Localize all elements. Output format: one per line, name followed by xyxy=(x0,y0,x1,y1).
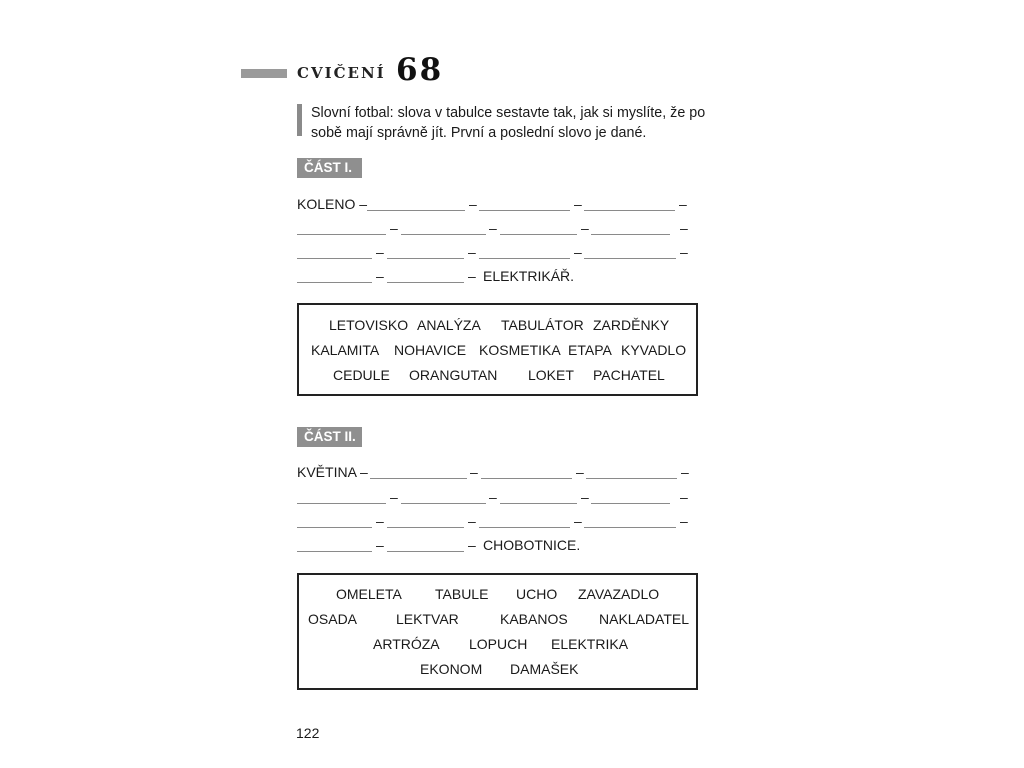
part-1-last-word: ELEKTRIKÁŘ. xyxy=(483,268,575,284)
part-2-dash: – xyxy=(680,513,688,529)
part-2-blank-3[interactable] xyxy=(586,478,677,479)
part-2-blank-4[interactable] xyxy=(297,503,386,504)
word-chip[interactable]: OMELETA xyxy=(336,586,402,602)
part-2-dash: – xyxy=(470,464,478,480)
instructions-line-2: sobě mají správně jít. První a poslední slovo je dané. xyxy=(311,125,647,141)
header-decor-bar xyxy=(241,69,287,78)
instructions-decor-bar xyxy=(297,104,302,136)
part-1-dash: – xyxy=(680,220,688,236)
part-1-blank-11[interactable] xyxy=(584,258,676,259)
part-2-dash: – xyxy=(390,489,398,505)
word-chip[interactable]: ORANGUTAN xyxy=(409,367,498,383)
part-1-dash: – xyxy=(468,268,476,284)
instructions xyxy=(311,103,721,143)
instructions-line-1: Slovní fotbal: slova v tabulce sestavte tak, jak si myslíte, že po xyxy=(311,105,706,121)
part-2-blank-7[interactable] xyxy=(591,503,670,504)
exercise-number: 68 xyxy=(396,52,444,88)
word-chip[interactable]: LOKET xyxy=(528,367,574,383)
part-1-blank-8[interactable] xyxy=(297,258,372,259)
part-2-blank-12[interactable] xyxy=(297,551,372,552)
word-chip[interactable]: TABULE xyxy=(435,586,489,602)
word-chip[interactable]: KYVADLO xyxy=(621,342,687,358)
part-2-label: ČÁST II. xyxy=(297,427,362,447)
word-chip[interactable]: PACHATEL xyxy=(593,367,665,383)
word-chip[interactable]: ARTRÓZA xyxy=(373,636,440,652)
word-chip[interactable]: LETOVISKO xyxy=(329,317,409,333)
word-chip[interactable]: ELEKTRIKA xyxy=(551,636,629,652)
part-1-dash: – xyxy=(574,196,582,212)
part-2-blank-1[interactable] xyxy=(370,478,467,479)
part-2-dash: – xyxy=(376,513,384,529)
part-2-first-word: KVĚTINA – xyxy=(297,464,368,480)
word-chip[interactable]: UCHO xyxy=(516,586,558,602)
part-2-blank-11[interactable] xyxy=(584,527,676,528)
word-chip[interactable]: KABANOS xyxy=(500,611,568,627)
word-chip[interactable]: NAKLADATEL xyxy=(599,611,689,627)
part-2-dash: – xyxy=(680,489,688,505)
part-1-dash: – xyxy=(680,244,688,260)
part-2-blank-5[interactable] xyxy=(401,503,486,504)
part-1-blank-13[interactable] xyxy=(387,282,464,283)
word-chip[interactable]: ETAPA xyxy=(568,342,612,358)
part-1-blank-10[interactable] xyxy=(479,258,570,259)
part-2-blank-6[interactable] xyxy=(500,503,577,504)
part-2-blank-13[interactable] xyxy=(387,551,464,552)
part-1-dash: – xyxy=(468,244,476,260)
part-2-blank-8[interactable] xyxy=(297,527,372,528)
word-chip[interactable]: LEKTVAR xyxy=(396,611,459,627)
part-1-dash: – xyxy=(390,220,398,236)
word-chip[interactable]: KALAMITA xyxy=(311,342,380,358)
part-1-first-word: KOLENO – xyxy=(297,196,368,212)
word-chip[interactable]: EKONOM xyxy=(420,661,483,677)
part-1-dash: – xyxy=(469,196,477,212)
part-1-dash: – xyxy=(376,244,384,260)
part-1-blank-9[interactable] xyxy=(387,258,464,259)
exercise-label: CVIČENÍ xyxy=(297,64,386,82)
part-1-blank-3[interactable] xyxy=(584,210,675,211)
part-1-blank-6[interactable] xyxy=(500,234,577,235)
part-2-blank-9[interactable] xyxy=(387,527,464,528)
part-1-blank-4[interactable] xyxy=(297,234,386,235)
word-chip[interactable]: OSADA xyxy=(308,611,358,627)
part-2-dash: – xyxy=(574,513,582,529)
word-chip[interactable]: NOHAVICE xyxy=(394,342,467,358)
part-1-dash: – xyxy=(574,244,582,260)
part-2-last-word: CHOBOTNICE. xyxy=(483,537,581,553)
word-chip[interactable]: ZAVAZADLO xyxy=(578,586,660,602)
part-1-dash: – xyxy=(581,220,589,236)
word-chip[interactable]: CEDULE xyxy=(333,367,390,383)
word-chip[interactable]: DAMAŠEK xyxy=(510,661,579,677)
word-chip[interactable]: ZARDĚNKY xyxy=(593,317,670,333)
word-chip[interactable]: KOSMETIKA xyxy=(479,342,561,358)
part-1-label: ČÁST I. xyxy=(297,158,362,178)
part-1-blank-12[interactable] xyxy=(297,282,372,283)
part-1-dash: – xyxy=(679,196,687,212)
part-2-dash: – xyxy=(468,537,476,553)
part-1-blank-7[interactable] xyxy=(591,234,670,235)
part-1-blank-5[interactable] xyxy=(401,234,486,235)
word-chip[interactable]: ANALÝZA xyxy=(417,317,481,333)
part-1-blank-2[interactable] xyxy=(479,210,570,211)
part-2-blank-10[interactable] xyxy=(479,527,570,528)
part-1-dash: – xyxy=(376,268,384,284)
word-chip[interactable]: LOPUCH xyxy=(469,636,528,652)
part-1-blank-1[interactable] xyxy=(367,210,465,211)
part-2-dash: – xyxy=(376,537,384,553)
part-2-dash: – xyxy=(681,464,689,480)
part-2-dash: – xyxy=(468,513,476,529)
part-2-dash: – xyxy=(489,489,497,505)
word-chip[interactable]: TABULÁTOR xyxy=(501,317,584,333)
part-2-dash: – xyxy=(576,464,584,480)
part-2-blank-2[interactable] xyxy=(481,478,572,479)
part-1-dash: – xyxy=(489,220,497,236)
part-2-dash: – xyxy=(581,489,589,505)
page-number: 122 xyxy=(296,725,320,741)
